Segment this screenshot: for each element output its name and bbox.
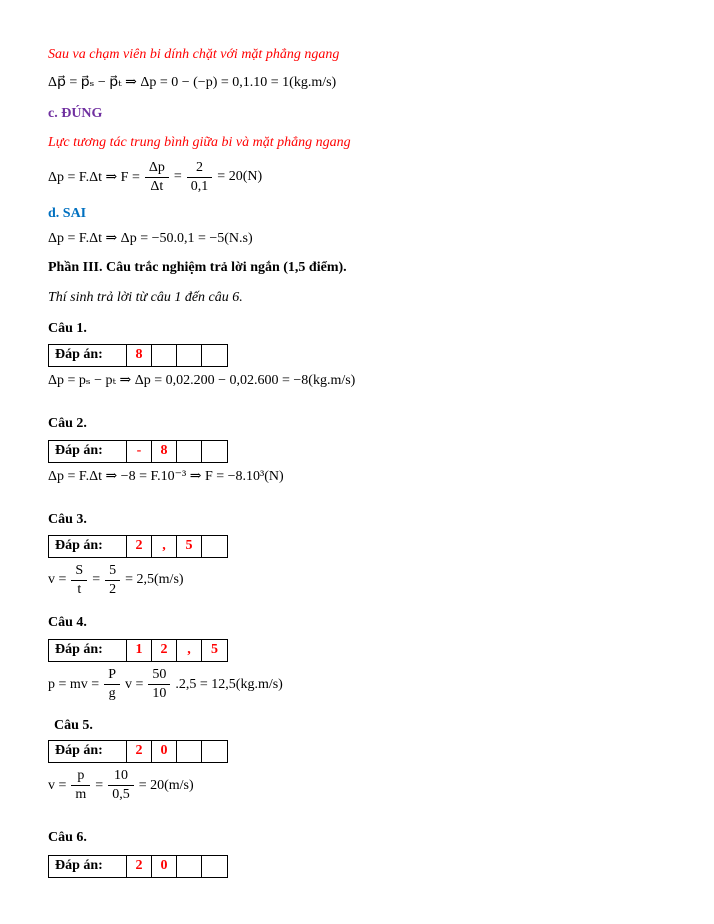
formula-text: Δp⃗ = p⃗ₛ − p⃗ₜ ⇒ Δp = 0 − (−p) = 0,1.10 = 1(kg.m/s) <box>48 74 337 90</box>
fraction-denominator: t <box>77 581 82 597</box>
question-6-title: Câu 6. <box>48 830 87 846</box>
answer-cell <box>202 741 227 762</box>
note-after-collision: Sau va chạm viên bi dính chặt với mặt phẳng ngang <box>48 47 340 62</box>
question-1-title: Câu 1. <box>48 321 87 337</box>
answer-cell <box>202 441 227 462</box>
answer-cell: 2 <box>152 640 177 661</box>
question-2-title: Câu 2. <box>48 415 87 431</box>
fraction-denominator: 0,5 <box>112 787 130 803</box>
fraction <box>187 160 213 195</box>
answer-cell: 2 <box>127 536 152 557</box>
answer-c-verdict: c. ĐÚNG <box>48 105 103 121</box>
answer-label: Đáp án: <box>49 441 127 462</box>
formula-segment: = <box>173 169 182 185</box>
fraction-numerator: P <box>104 667 120 685</box>
question-5-title: Câu 5. <box>54 717 93 733</box>
answer-label: Đáp án: <box>49 345 127 366</box>
answer-table-1 <box>48 344 228 367</box>
answer-table-4 <box>48 639 228 662</box>
fraction-denominator: 0,1 <box>190 178 209 194</box>
impulse-formula <box>48 230 666 247</box>
force-formula <box>48 160 666 195</box>
formula-segment: = <box>92 572 101 588</box>
fraction-denominator: g <box>108 686 116 702</box>
formula-segment: = 20(m/s) <box>138 777 194 793</box>
formula-text: Δp = F.Δt ⇒ −8 = F.10⁻³ ⇒ F = −8.10³(N) <box>48 469 284 485</box>
answer-cell: 0 <box>152 741 177 762</box>
momentum-formula <box>48 74 666 91</box>
question-5-formula <box>48 768 666 803</box>
fraction-denominator: 2 <box>109 581 117 597</box>
part3-instruction: Thí sinh trả lời từ câu 1 đến câu 6. <box>48 289 243 305</box>
fraction-numerator: p <box>71 768 90 786</box>
answer-cell: 2 <box>127 741 152 762</box>
answer-d-verdict: d. SAI <box>48 205 87 221</box>
fraction <box>71 768 90 803</box>
formula-segment: .2,5 = 12,5(kg.m/s) <box>175 676 283 692</box>
answer-table-6 <box>48 855 228 878</box>
answer-table-3 <box>48 535 228 558</box>
question-1-formula <box>48 372 666 389</box>
fraction <box>104 667 120 702</box>
fraction <box>145 160 169 195</box>
formula-text: Δp = F.Δt ⇒ Δp = −50.0,1 = −5(N.s) <box>48 231 253 247</box>
question-4-formula <box>48 667 666 702</box>
answer-label: Đáp án: <box>49 856 127 877</box>
answer-cell: 8 <box>127 345 152 366</box>
fraction-numerator: 50 <box>148 667 170 685</box>
question-2-formula <box>48 468 666 485</box>
fraction <box>148 667 170 702</box>
answer-cell: , <box>177 640 202 661</box>
fraction <box>71 563 87 598</box>
fraction-denominator: m <box>75 787 87 803</box>
question-4-title: Câu 4. <box>48 614 87 630</box>
answer-cell: 8 <box>152 441 177 462</box>
formula-segment: Δp = F.Δt ⇒ F = <box>48 169 140 185</box>
answer-cell <box>177 441 202 462</box>
answer-table-2 <box>48 440 228 463</box>
answer-cell: - <box>127 441 152 462</box>
formula-segment: = 2,5(m/s) <box>125 572 184 588</box>
answer-cell: 2 <box>127 856 152 877</box>
answer-cell: 0 <box>152 856 177 877</box>
answer-label: Đáp án: <box>49 640 127 661</box>
fraction-numerator: S <box>71 563 87 581</box>
part3-title: Phần III. Câu trắc nghiệm trả lời ngắn (1,5 điểm). <box>48 260 347 276</box>
answer-cell <box>202 536 227 557</box>
formula-text: Δp = pₛ − pₜ ⇒ Δp = 0,02.200 − 0,02.600 = −8(kg.m/s) <box>48 372 356 388</box>
fraction <box>105 563 120 598</box>
answer-cell: 5 <box>211 642 218 658</box>
fraction-denominator: 10 <box>152 686 167 702</box>
question-3-formula <box>48 563 666 598</box>
answer-label: Đáp án: <box>49 536 127 557</box>
fraction-numerator: 5 <box>105 563 120 581</box>
formula-segment: v = <box>48 777 67 793</box>
answer-cell: 5 <box>177 536 202 557</box>
answer-cell: , <box>152 536 177 557</box>
fraction-numerator: Δp <box>145 160 169 178</box>
answer-cell <box>177 856 202 877</box>
question-3-title: Câu 3. <box>48 512 87 528</box>
answer-cell <box>177 741 202 762</box>
fraction-numerator: 2 <box>187 160 213 178</box>
note-average-force: Lực tương tác trung bình giữa bi và mặt phẳng ngang <box>48 135 351 150</box>
fraction-numerator: 10 <box>108 768 134 786</box>
formula-segment: = 20(N) <box>217 169 263 185</box>
answer-table-5 <box>48 740 228 763</box>
answer-cell <box>202 856 227 877</box>
answer-cell <box>177 345 202 366</box>
formula-segment: v = <box>124 676 144 692</box>
answer-cell <box>202 345 227 366</box>
answer-cell: 1 <box>127 640 152 661</box>
fraction <box>108 768 134 803</box>
formula-segment: p = mv = <box>48 676 100 692</box>
answer-cell <box>152 345 177 366</box>
fraction-denominator: Δt <box>150 178 164 194</box>
answer-label: Đáp án: <box>49 741 127 762</box>
formula-segment: = <box>95 777 104 793</box>
formula-segment: v = <box>48 572 67 588</box>
